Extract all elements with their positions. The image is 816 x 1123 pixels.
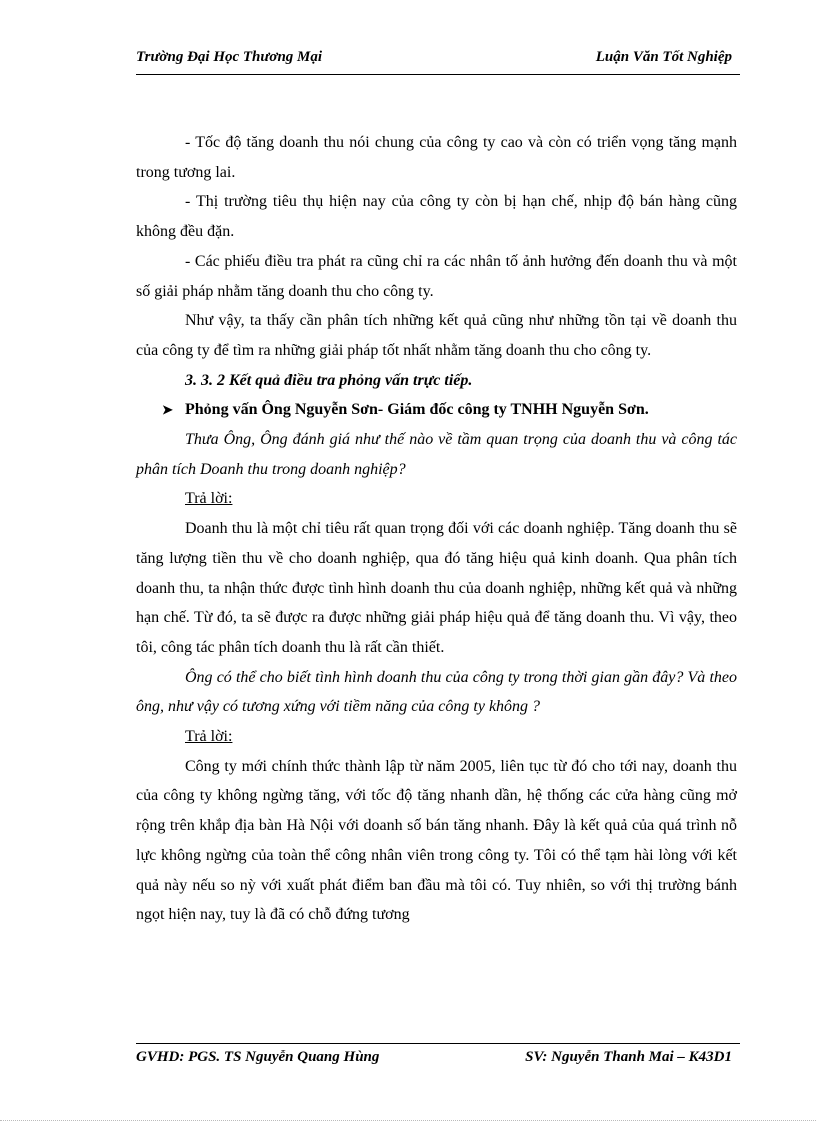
arrow-bullet-icon: ➤: [162, 402, 173, 418]
bullet-heading: [136, 395, 737, 425]
question: Thưa Ông, Ông đánh giá như thế nào về tầm quan trọng của doanh thu và công tác phân tích Doanh thu trong doanh nghiệp?: [136, 431, 737, 478]
answer-label: [136, 484, 737, 514]
page-edge-divider: [0, 1120, 816, 1121]
page-footer: [136, 1043, 740, 1071]
answer-label-text: Trả lời:: [185, 490, 233, 508]
section-heading: 3. 3. 2 Kết quả điều tra phỏng vấn trực tiếp.: [185, 371, 473, 389]
bullet-heading-text: Phỏng vấn Ông Nguyễn Sơn- Giám đốc công ty TNHH Nguyễn Sơn.: [185, 401, 649, 419]
paragraph: Như vậy, ta thấy cần phân tích những kết quả cũng như những tồn tại về doanh thu của công ty để tìm ra những giải pháp tốt nhất nhằm tăng doanh thu cho công ty.: [136, 312, 737, 359]
answer: Doanh thu là một chỉ tiêu rất quan trọng đối với các doanh nghiệp. Tăng doanh thu sẽ tăng lượng tiền thu về cho doanh nghiệp, qua đó tăng hiệu quả kinh doanh. Qua phân tích doanh thu, ta nhận thức được tình hình doanh thu của doanh nghiệp, những kết quả và những hạn chế. Từ đó, ta sẽ được ra được những giải pháp hiệu quả để tăng doanh thu. Vì vậy, theo tôi, công tác phân tích doanh thu là rất cần thiết.: [136, 520, 737, 656]
paragraph: - Thị trường tiêu thụ hiện nay của công ty còn bị hạn chế, nhịp độ bán hàng cũng không đều đặn.: [136, 193, 737, 241]
header-school: Trường Đại Học Thương Mại: [136, 49, 323, 65]
answer-label: [136, 722, 737, 752]
page-header: [136, 46, 740, 75]
paragraph: - Tốc độ tăng doanh thu nói chung của công ty cao và còn có triển vọng tăng mạnh trong tương lai.: [136, 134, 737, 181]
paragraph: - Các phiếu điều tra phát ra cũng chỉ ra các nhân tố ảnh hưởng đến doanh thu và một số giải pháp nhằm tăng doanh thu cho công ty.: [136, 252, 737, 300]
answer-label-text: Trả lời:: [185, 728, 233, 746]
page-body: [136, 128, 737, 930]
footer-advisor: GVHD: PGS. TS Nguyễn Quang Hùng: [136, 1049, 380, 1065]
answer: Công ty mới chính thức thành lập từ năm 2005, liên tục từ đó cho tới nay, doanh thu của công ty không ngừng tăng, với tốc độ tăng nhanh dần, hệ thống các cửa hàng cũng mở rộng trên khắp địa bàn Hà Nội với doanh số bán tăng nhanh. Đây là kết quả của quá trình nỗ lực không ngừng của toàn thể công nhân viên trong công ty. Tôi có thể tạm hài lòng với kết quả này nếu so nỳ với xuất phát điểm ban đầu mà tôi có. Tuy nhiên, so với thị trường bánh ngọt hiện nay, tuy là đã có chỗ đứng tương: [136, 757, 737, 924]
question: Ông có thể cho biết tình hình doanh thu của công ty trong thời gian gần đây? Và theo ông, như vậy có tương xứng với tiềm năng của công ty không ?: [136, 668, 737, 716]
header-doc-type: Luận Văn Tốt Nghiệp: [595, 49, 732, 65]
footer-student: SV: Nguyễn Thanh Mai – K43D1: [525, 1049, 732, 1065]
